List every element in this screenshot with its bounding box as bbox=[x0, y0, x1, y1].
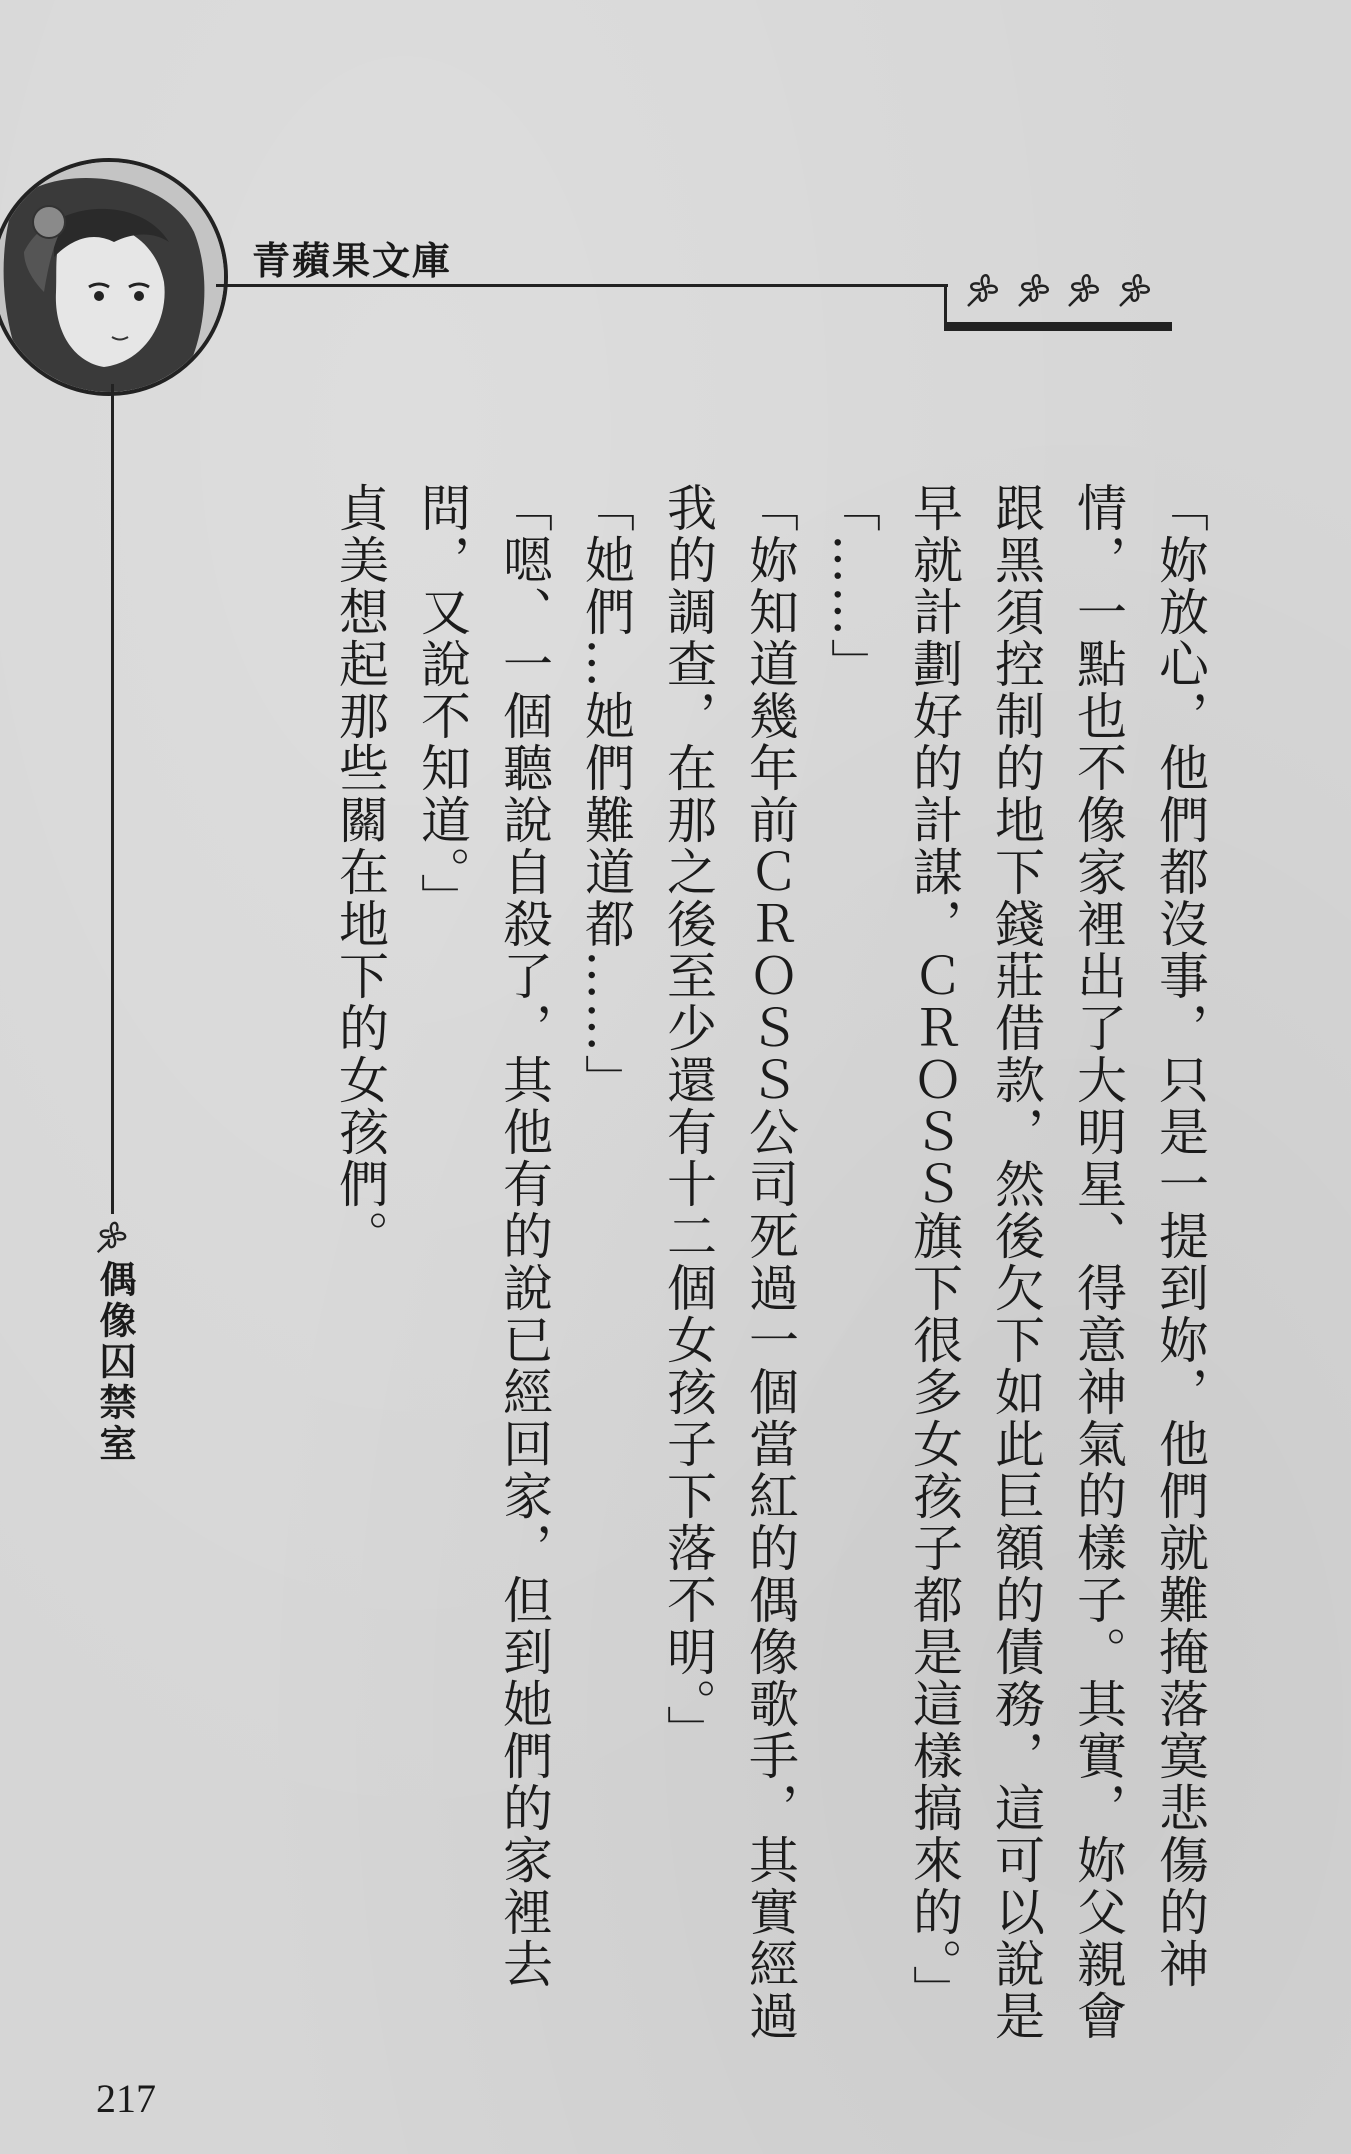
paragraph: 「嗯、一個聽說自殺了，其他有的說已經回家，但到她們的家裡去問，又說不知道。」 bbox=[413, 482, 553, 1990]
book-title: 偶像囚禁室 bbox=[93, 1260, 136, 1465]
paragraph: 「……」 bbox=[823, 482, 881, 690]
portrait-illustration bbox=[0, 158, 228, 396]
paragraph: 貞美想起那些關在地下的女孩們。 bbox=[331, 482, 389, 1262]
side-flower-ornament bbox=[92, 1214, 134, 1256]
side-rule bbox=[111, 384, 114, 1214]
flower-icon bbox=[92, 1214, 134, 1256]
paragraph: 「妳知道幾年前ＣＲＯＳＳ公司死過一個當紅的偶像歌手，其實經過我的調查，在那之後至少還有十二個女孩子下落不明。」 bbox=[659, 482, 799, 2042]
flower-icon bbox=[962, 266, 1006, 310]
page-number: 217 bbox=[96, 2076, 156, 2121]
flower-icon bbox=[1063, 266, 1107, 310]
paragraph: 「她們…她們難道都……」 bbox=[577, 482, 635, 1106]
paragraph: 「妳放心，他們都沒事，只是一提到妳，他們就難掩落寞悲傷的神情，一點也不像家裡出了大明星、得意神氣的樣子。其實，妳父親會跟黑須控制的地下錢莊借款，然後欠下如此巨額的債務，這可以說是早就計劃好的計謀，ＣＲＯＳＳ旗下很多女孩子都是這樣搞來的。」 bbox=[905, 482, 1209, 2042]
flower-icon bbox=[1114, 266, 1158, 310]
header-flower-ornaments bbox=[962, 262, 1158, 314]
flower-icon bbox=[1013, 266, 1057, 310]
body-text bbox=[319, 482, 1221, 2042]
series-title: 青蘋果文庫 bbox=[252, 239, 453, 283]
header-bar bbox=[944, 322, 1172, 331]
header-rule bbox=[216, 284, 948, 287]
girl-portrait-icon bbox=[0, 162, 224, 392]
